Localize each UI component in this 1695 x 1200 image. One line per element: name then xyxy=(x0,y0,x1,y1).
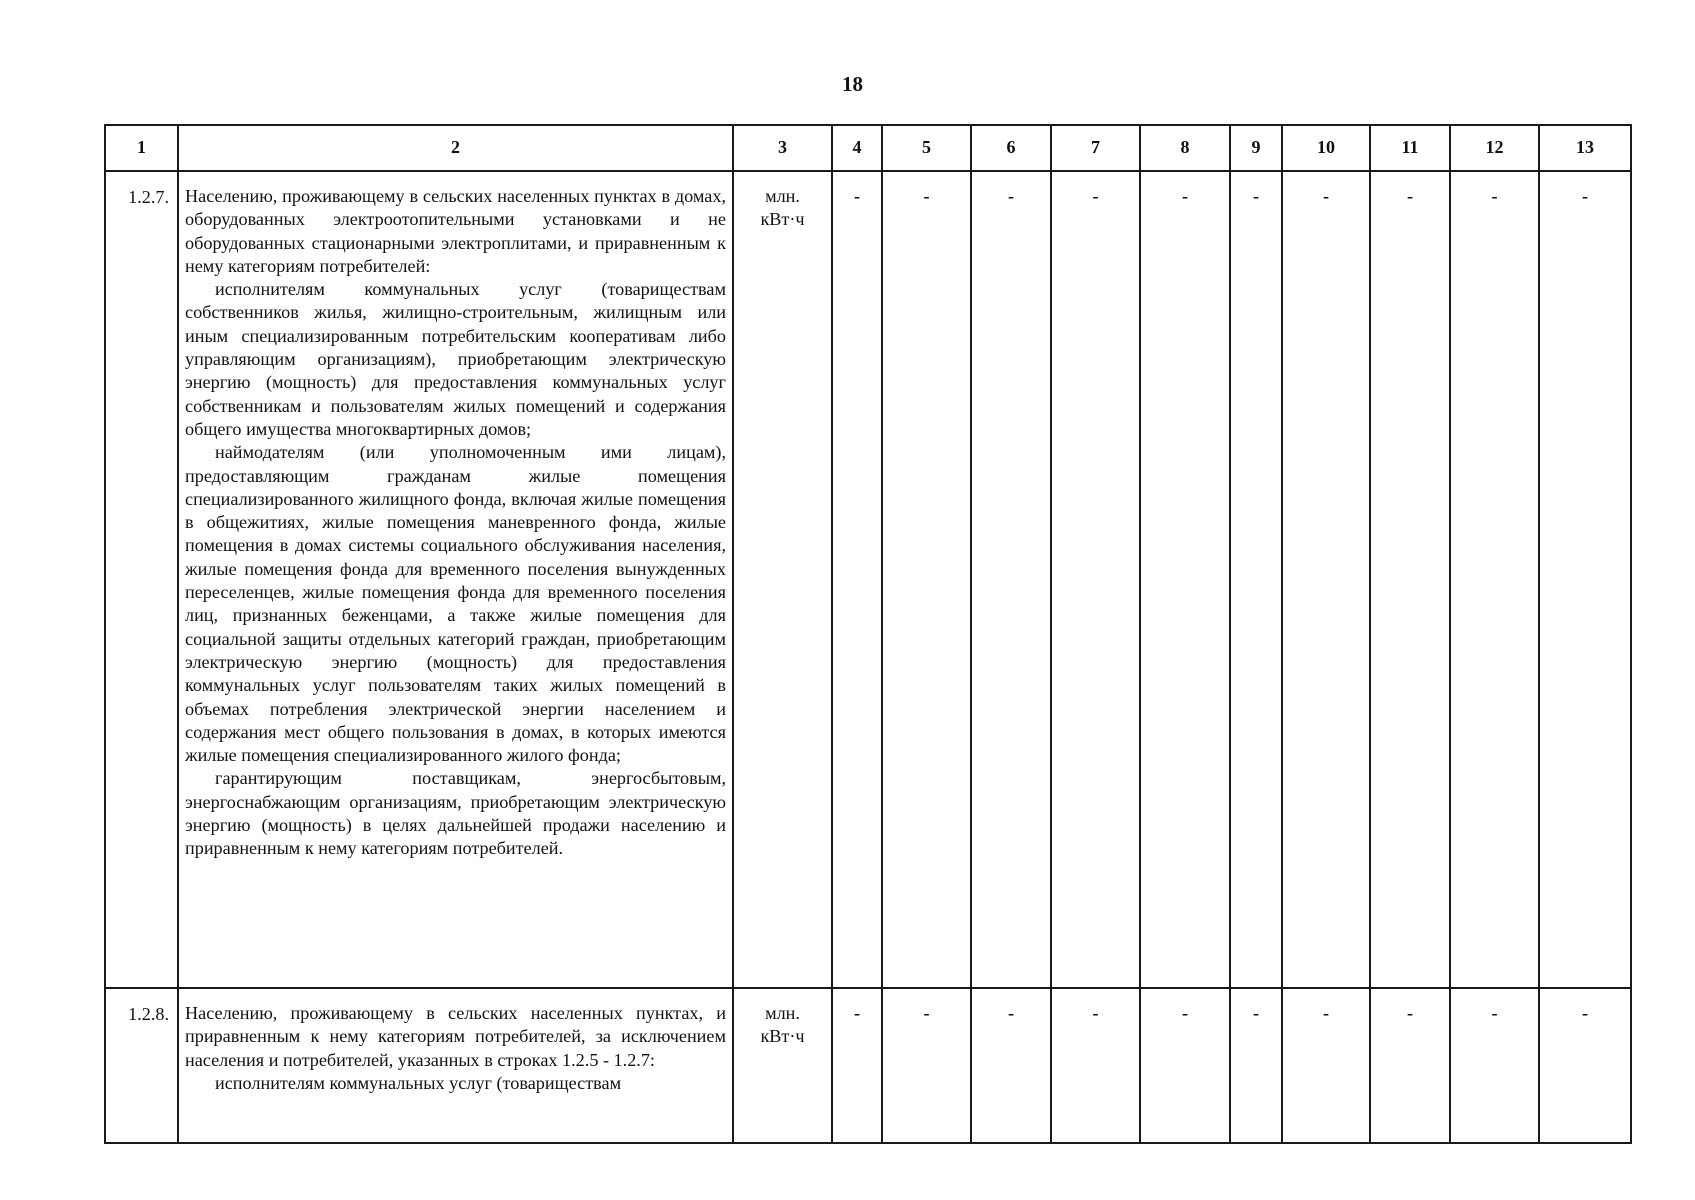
data-table xyxy=(104,124,1632,1144)
value-cell: - xyxy=(1140,171,1230,988)
row-description xyxy=(178,171,733,988)
value-cell: - xyxy=(1370,171,1450,988)
value-cell: - xyxy=(1140,988,1230,1143)
row-number: 1.2.8. xyxy=(105,988,178,1143)
description-paragraph: исполнителям коммунальных услуг (товариществам xyxy=(215,1072,622,1093)
header-cell: 10 xyxy=(1282,125,1370,171)
value-cell: - xyxy=(1282,988,1370,1143)
table-row xyxy=(105,988,1631,1143)
header-cell: 2 xyxy=(178,125,733,171)
unit-line: кВт·ч xyxy=(760,209,805,230)
unit-line: кВт·ч xyxy=(760,1026,805,1047)
header-cell: 9 xyxy=(1230,125,1282,171)
description-paragraph: наймодателям (или уполномоченным ими лицам), предоставляющим гражданам жилые помещения специализированного жилищного фонда, включая жилые помещения в общежитиях, жилые помещения маневренного фонда, жилые помещения в домах системы социального обслуживания населения, жилые помещения фонда для временного поселения вынужденных переселенцев, жилые помещения фонда для временного поселения лиц, признанных беженцами, а также жилые помещения для социальной защиты отдельных категорий граждан, приобретающим электрическую энергию (мощность) для предоставления коммунальных услуг пользователям таких жилых помещений в объемах потребления электрической энергии населением и содержания мест общего пользования в домах, в которых имеются жилые помещения специализированного жилого фонда; xyxy=(185,442,726,766)
value-cell: - xyxy=(971,988,1051,1143)
value-cell: - xyxy=(1230,171,1282,988)
value-cell: - xyxy=(882,988,971,1143)
page-number: 18 xyxy=(842,72,863,96)
value-cell: - xyxy=(1051,171,1140,988)
description-paragraph: Населению, проживающему в сельских населенных пунктах в домах, оборудованных электроотопительными установками и не оборудованных стационарными электроплитами, и приравненным к нему категориям потребителей: xyxy=(185,186,726,276)
description-paragraph: гарантирующим поставщикам, энергосбытовым, энергоснабжающим организациям, приобретающим электрическую энергию (мощность) в целях дальнейшей продажи населению и приравненным к нему категориям потребителей. xyxy=(185,768,726,859)
table-row xyxy=(105,171,1631,988)
header-cell: 5 xyxy=(882,125,971,171)
unit-line: млн. xyxy=(765,186,800,206)
description-paragraph: Населению, проживающему в сельских населенных пунктах, и приравненным к нему категориям потребителей, за исключением населения и потребителей, указанных в строках 1.2.5 - 1.2.7: xyxy=(185,1003,726,1070)
table-header-row xyxy=(105,125,1631,171)
description-paragraph: исполнителям коммунальных услуг (товариществам собственников жилья, жилищно-строительным, жилищным или иным специализированным потребительским кооперативам либо управляющим организациям), приобретающим электрическую энергию (мощность) для предоставления коммунальных услуг собственникам и пользователям жилых помещений и содержания общего имущества многоквартирных домов; xyxy=(185,279,726,439)
value-cell: - xyxy=(1370,988,1450,1143)
value-cell: - xyxy=(1450,171,1539,988)
value-cell: - xyxy=(1539,171,1631,988)
header-cell: 8 xyxy=(1140,125,1230,171)
header-cell: 7 xyxy=(1051,125,1140,171)
header-cell: 13 xyxy=(1539,125,1631,171)
value-cell: - xyxy=(832,988,882,1143)
header-cell: 11 xyxy=(1370,125,1450,171)
value-cell: - xyxy=(1539,988,1631,1143)
value-cell: - xyxy=(832,171,882,988)
row-number: 1.2.7. xyxy=(105,171,178,988)
header-cell: 1 xyxy=(105,125,178,171)
header-cell: 12 xyxy=(1450,125,1539,171)
header-cell: 4 xyxy=(832,125,882,171)
value-cell: - xyxy=(971,171,1051,988)
header-cell: 3 xyxy=(733,125,832,171)
value-cell: - xyxy=(1282,171,1370,988)
value-cell: - xyxy=(1051,988,1140,1143)
unit-cell xyxy=(733,988,832,1143)
value-cell: - xyxy=(1230,988,1282,1143)
value-cell: - xyxy=(882,171,971,988)
row-description xyxy=(178,988,733,1143)
unit-cell xyxy=(733,171,832,988)
header-cell: 6 xyxy=(971,125,1051,171)
unit-line: млн. xyxy=(765,1003,800,1023)
value-cell: - xyxy=(1450,988,1539,1143)
